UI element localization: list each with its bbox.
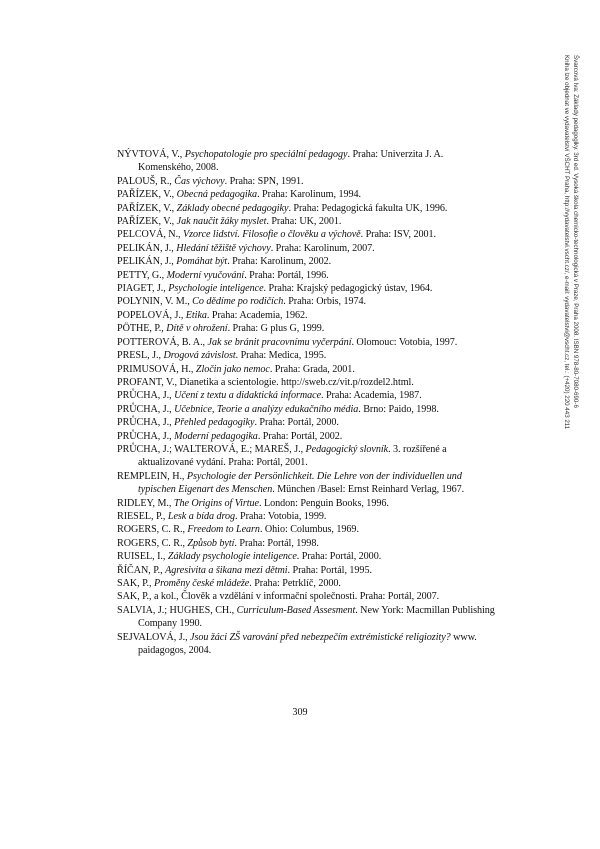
reference-text: PRŮCHA, J.,: [117, 417, 175, 429]
reference-text: . Praha: Portál, 1995.: [287, 564, 372, 576]
reference-text: . Olomouc: Votobia, 1997.: [351, 336, 458, 348]
reference-text: PALOUŠ, R.,: [117, 175, 175, 187]
reference-entry: [117, 255, 495, 268]
reference-entry: [117, 604, 495, 631]
reference-text: . Praha: UK, 2001.: [266, 216, 342, 228]
reference-title: Moderní pedagogika: [174, 430, 258, 442]
reference-text: POPELOVÁ, J.,: [117, 309, 186, 321]
reference-text: . Praha: G plus G, 1999.: [227, 323, 325, 335]
reference-entry: [117, 443, 495, 470]
reference-text: . Praha: Portál, 2002.: [257, 430, 343, 442]
reference-text: . Praha: Krajský pedagogický ústav, 1964.: [263, 283, 433, 295]
reference-text: . New York: Macmillan Publishing Company 1990.: [138, 604, 495, 630]
reference-title: Drogová závislost: [163, 350, 236, 362]
side-note-line-1: Švarcová Iva: Základy pedagogiky. 3rd ed. Vysoká škola chemicko-technologická v Praze, Praha 2008. ISBN 978-80-7080-690-6: [572, 55, 579, 408]
reference-text: PROFANT, V., Dianetika a scientologie. http://sweb.cz/vit.p/rozdel2.html.: [117, 376, 414, 388]
reference-title: Učení z textu a didaktická informace: [174, 390, 322, 402]
reference-text: . Brno: Paido, 1998.: [358, 403, 439, 415]
reference-text: PELIKÁN, J.,: [117, 256, 177, 268]
reference-text: . Ohio: Columbus, 1969.: [259, 524, 359, 536]
reference-text: PRESL, J.,: [117, 350, 164, 362]
reference-text: . München /Basel: Ernst Reinhard Verlag, 1967.: [272, 484, 465, 496]
reference-title: Psychologie der Persönlichkeit. Die Lehre von der individuellen und typischen Eigenart des Menschen: [138, 470, 462, 496]
reference-entry: [117, 537, 495, 550]
reference-title: Hledání těžiště výchovy: [176, 242, 271, 254]
reference-entry: [117, 148, 495, 175]
reference-entry: [117, 470, 495, 497]
reference-text: ROGERS, C. R.,: [117, 524, 188, 536]
reference-text: PELCOVÁ, N.,: [117, 229, 184, 241]
reference-text: . Praha: SPN, 1991.: [224, 175, 304, 187]
reference-title: Učebnice, Teorie a analýzy edukačního média: [174, 403, 359, 415]
reference-text: . 3. rozšířené a aktualizované vydání. Praha: Portál, 2001.: [138, 443, 447, 469]
reference-entry: [117, 202, 495, 215]
reference-title: Lesk a bída drog: [167, 510, 236, 522]
reference-text: PRIMUSOVÁ, H.,: [117, 363, 196, 375]
reference-text: PIAGET, J.,: [117, 283, 169, 295]
reference-title: Přehled pedagogiky: [174, 417, 255, 429]
reference-entry: [117, 242, 495, 255]
reference-entry: [117, 215, 495, 228]
reference-entry: [117, 430, 495, 443]
reference-entry: [117, 363, 495, 376]
reference-text: . London: Penguin Books, 1996.: [258, 497, 389, 509]
reference-text: PRŮCHA, J.,: [117, 390, 175, 402]
reference-title: Vzorce lidství. Filosofie o člověku a výchově: [183, 229, 361, 241]
reference-text: RUISEL, I.,: [117, 551, 168, 563]
reference-text: PÖTHE, P.,: [117, 323, 167, 335]
reference-text: PRŮCHA, J.,: [117, 403, 175, 415]
reference-title: Dítě v ohrožení: [166, 323, 228, 335]
reference-entry: [117, 309, 495, 322]
reference-title: Etika: [185, 309, 207, 321]
reference-text: RIDLEY, M.,: [117, 497, 174, 509]
reference-entry: [117, 416, 495, 429]
reference-entry: [117, 282, 495, 295]
reference-text: . Praha: Portál, 1996.: [244, 269, 329, 281]
reference-entry: [117, 564, 495, 577]
reference-entry: [117, 577, 495, 590]
reference-entry: [117, 590, 495, 603]
reference-entry: [117, 175, 495, 188]
reference-title: Pedagogický slovník: [305, 443, 389, 455]
reference-text: . Praha: Karolinum, 2007.: [270, 242, 375, 254]
reference-entry: [117, 389, 495, 402]
page-number: 309: [292, 707, 308, 718]
reference-entry: [117, 228, 495, 241]
reference-title: Jak naučit žáky myslet: [176, 216, 267, 228]
reference-title: Proměny české mládeže: [153, 578, 250, 589]
reference-entry: [117, 322, 495, 335]
reference-title: Jsou žáci ZŠ varování před nebezpečím extrémistické religiozity?: [190, 631, 451, 643]
reference-text: . Praha: ISV, 2001.: [360, 229, 436, 241]
reference-text: PAŘÍZEK, V.,: [117, 202, 177, 214]
reference-title: Obecná pedagogika: [176, 189, 258, 201]
reference-title: Psychologie inteligence: [168, 283, 264, 295]
reference-entry: [117, 336, 495, 349]
reference-text: . Praha: Grada, 2001.: [269, 363, 355, 375]
side-note: [562, 55, 580, 429]
reference-text: PAŘÍZEK, V.,: [117, 189, 177, 201]
reference-text: . Praha: Portál, 2000.: [296, 551, 382, 563]
reference-text: . Praha: Univerzita J. A. Komenského, 2008.: [138, 149, 444, 174]
reference-title: Co dědíme po rodičích: [192, 296, 284, 308]
reference-text: . Praha: Academia, 1987.: [321, 390, 422, 402]
reference-entry: [117, 403, 495, 416]
reference-title: The Origins of Virtue: [173, 497, 259, 509]
reference-text: . Praha: Medica, 1995.: [235, 350, 327, 362]
reference-text: PAŘÍZEK, V.,: [117, 216, 177, 228]
reference-text: PELIKÁN, J.,: [117, 242, 177, 254]
reference-title: Moderní vyučování: [166, 269, 245, 281]
reference-text: SEJVALOVÁ, J.,: [117, 631, 191, 643]
reference-title: Zločin jako nemoc: [195, 363, 270, 375]
reference-entry: [117, 497, 495, 510]
reference-text: . Praha: Portál, 1998.: [234, 537, 319, 549]
reference-title: Agresivita a šikana mezi dětmi: [165, 564, 288, 576]
reference-entry: [117, 523, 495, 536]
reference-title: Curriculum-Based Assesment: [236, 604, 356, 616]
reference-entry: [117, 510, 495, 523]
reference-text: REMPLEIN, H.,: [117, 470, 187, 482]
reference-text: SAK, P.,: [117, 578, 154, 589]
bibliography-list: [117, 148, 495, 657]
reference-title: Čas výchovy: [174, 175, 225, 187]
reference-title: Základy psychologie inteligence: [167, 551, 297, 563]
reference-text: . Praha: Karolinum, 2002.: [227, 256, 332, 268]
reference-text: PRŮCHA, J.,: [117, 430, 175, 442]
reference-entry: [117, 188, 495, 201]
reference-title: Jak se bránit pracovnímu vyčerpání: [207, 336, 352, 348]
reference-text: POTTEROVÁ, B. A.,: [117, 336, 208, 348]
reference-text: . Praha: Petrklíč, 2000.: [249, 578, 341, 589]
reference-text: . Praha: Pedagogická fakulta UK, 1996.: [288, 202, 448, 214]
reference-entry: [117, 376, 495, 389]
reference-text: . Praha: Votobia, 1999.: [235, 510, 327, 522]
reference-text: PETTY, G.,: [117, 269, 167, 281]
reference-title: Psychopatologie pro speciální pedagogy: [184, 149, 348, 160]
reference-text: www. paidagogos, 2004.: [138, 631, 477, 657]
reference-text: SAK, P., a kol., Člověk a vzdělání v informační společnosti. Praha: Portál, 2007.: [117, 591, 440, 603]
reference-entry: [117, 349, 495, 362]
reference-entry: [117, 550, 495, 563]
reference-entry: [117, 295, 495, 308]
reference-entry: [117, 631, 495, 658]
reference-title: Freedom to Learn: [187, 524, 260, 536]
reference-text: SALVIA, J.; HUGHES, CH.,: [117, 604, 237, 616]
reference-text: PRŮCHA, J.; WALTEROVÁ, E.; MAREŠ, J.,: [117, 443, 306, 455]
reference-title: Pomáhat být: [176, 256, 228, 268]
reference-title: Způsob bytí: [187, 537, 235, 549]
reference-text: RIESEL, P.,: [117, 510, 168, 522]
reference-text: . Praha: Academia, 1962.: [206, 309, 308, 321]
reference-title: Základy obecné pedagogiky: [176, 202, 289, 214]
reference-text: POLYNIN, V. M.,: [117, 296, 193, 308]
reference-text: ROGERS, C. R.,: [117, 537, 188, 549]
reference-text: . Praha: Portál, 2000.: [254, 417, 339, 429]
reference-text: . Praha: Orbis, 1974.: [283, 296, 367, 308]
reference-text: . Praha: Karolinum, 1994.: [257, 189, 361, 201]
reference-text: NÝVTOVÁ, V.,: [117, 149, 185, 160]
reference-text: ŘÍČAN, P.,: [117, 564, 166, 576]
side-note-line-2: Kniha lze objednat ve vydavatelství VŠCHT Praha, http://vydavatelstvi.vscht.cz/, e-mail: vydavatelstvi@vscht.cz, tel.: (+420) 220 443 211: [563, 55, 570, 430]
reference-entry: [117, 269, 495, 282]
